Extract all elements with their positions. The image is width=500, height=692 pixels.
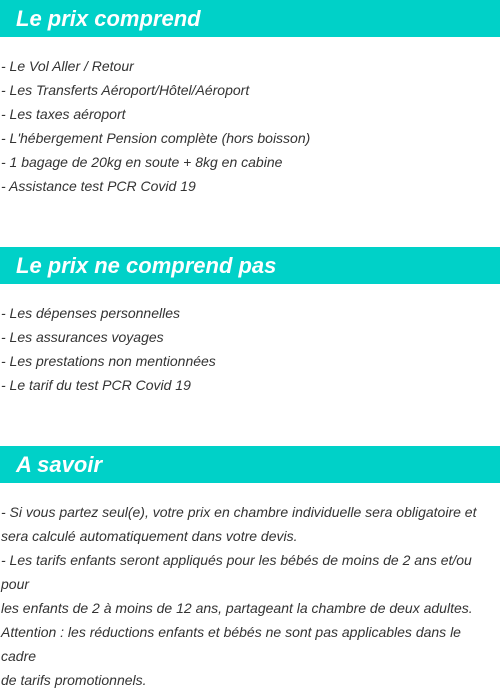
info-line: - Si vous partez seul(e), votre prix en chambre individuelle sera obligatoire et — [1, 504, 477, 520]
info-line: de tarifs promotionnels. — [1, 672, 147, 688]
info-line: - Les tarifs enfants seront appliqués pour les bébés de moins de 2 ans et/ou pour — [1, 552, 472, 592]
section-header-excludes: Le prix ne comprend pas — [0, 247, 500, 284]
includes-list — [1, 54, 499, 198]
info-line: Attention : les réductions enfants et bébés ne sont pas applicables dans le cadre — [1, 624, 461, 664]
list-item: - L'hébergement Pension complète (hors boisson) — [1, 130, 311, 146]
info-paragraph — [1, 500, 499, 692]
section-header-info: A savoir — [0, 446, 500, 483]
list-item: - Assistance test PCR Covid 19 — [1, 178, 196, 194]
list-item: - Les prestations non mentionnées — [1, 353, 216, 369]
excludes-list — [1, 301, 499, 397]
list-item: - Le Vol Aller / Retour — [1, 58, 134, 74]
list-item: - Les dépenses personnelles — [1, 305, 181, 321]
list-item: - Le tarif du test PCR Covid 19 — [1, 377, 191, 393]
info-line: sera calculé automatiquement dans votre devis. — [1, 528, 298, 544]
list-item: - Les taxes aéroport — [1, 106, 126, 122]
list-item: - Les assurances voyages — [1, 329, 164, 345]
section-header-includes: Le prix comprend — [0, 0, 500, 37]
info-line: les enfants de 2 à moins de 12 ans, partageant la chambre de deux adultes. — [1, 600, 473, 616]
list-item: - 1 bagage de 20kg en soute + 8kg en cabine — [1, 154, 283, 170]
list-item: - Les Transferts Aéroport/Hôtel/Aéroport — [1, 82, 250, 98]
